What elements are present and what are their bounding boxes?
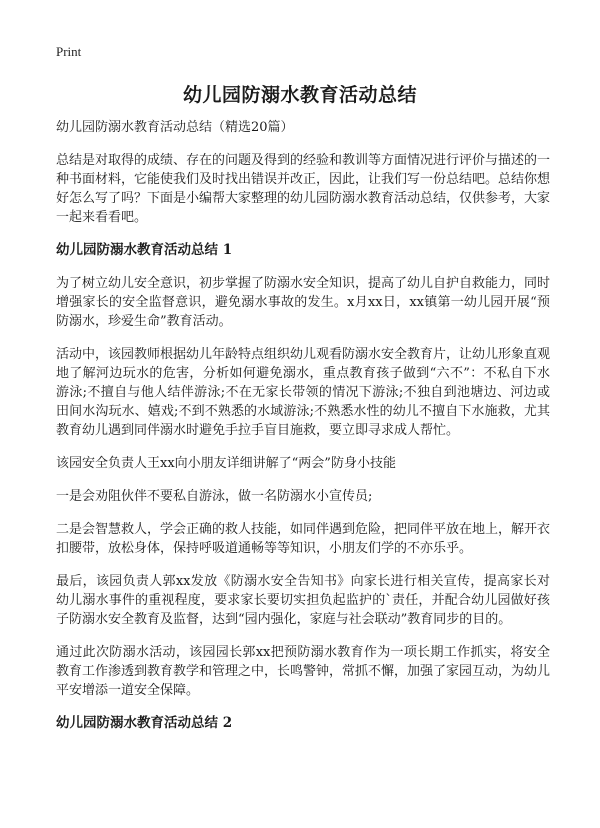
document-subtitle: 幼儿园防溺水教育活动总结（精选20篇） [56,120,294,135]
print-link[interactable]: Print [56,44,82,59]
page-title: 幼儿园防溺水教育活动总结 [182,84,417,106]
section-heading-2: 幼儿园防溺水教育活动总结 2 [56,715,233,731]
paragraph-5: 二是会智慧救人，学会正确的救人技能，如同伴遇到危险，把同伴平放在地上，解开衣扣腰带，放松身体，保持呼吸道通畅等等知识，小朋友们学的不亦乐乎。 [56,522,551,556]
section-heading-1: 幼儿园防溺水教育活动总结 1 [56,242,233,258]
paragraph-1: 为了树立幼儿安全意识，初步掌握了防溺水安全知识，提高了幼儿自护自救能力，同时增强家长的安全监督意识，避免溺水事故的发生。x月xx日，xx镇第一幼儿园开展“预防溺水，珍爱生命”教育活动。 [56,276,551,329]
intro-paragraph: 总结是对取得的成绩、存在的问题及得到的经验和教训等方面情况进行评价与描述的一种书面材料，它能使我们及时找出错误并改正，因此，让我们写一份总结吧。总结你想好怎么写了吗？下面是小编帮大家整理的幼儿园防溺水教育活动总结，仅供参考，大家一起来看看吧。 [56,153,551,225]
paragraph-4: 一是会劝阻伙伴不要私自游泳，做一名防溺水小宣传员; [56,489,373,504]
paragraph-7: 通过此次防溺水活动，该园园长郭xx把预防溺水教育作为一项长期工作抓实，将安全教育工作渗透到教育教学和管理之中，长鸣警钟，常抓不懈，加强了家园互动，为幼儿平安增添一道安全保障。 [56,645,551,698]
paragraph-6: 最后，该园负责人郭xx发放《防溺水安全告知书》向家长进行相关宣传，提高家长对幼儿溺水事件的重视程度，要求家长要切实担负起监护的`责任，并配合幼儿园做好孩子防溺水安全教育及监督，达到“园内强化，家庭与社会联动”教育同步的目的。 [56,574,550,627]
document-body [56,118,550,747]
paragraph-2: 活动中，该园教师根据幼儿年龄特点组织幼儿观看防溺水安全教育片，让幼儿形象直观地了解河边玩水的危害，分析如何避免溺水，重点教育孩子做到“六不”：不私自下水游泳;不擅自与他人结伴游泳;不在无家长带领的情况下游泳;不独自到池塘边、河边或田间水沟玩水、嬉戏;不到不熟悉的水域游泳;不熟悉水性的幼儿不擅自下水施救，尤其教育幼儿遇到同伴溺水时避免手拉手盲目施救，要立即寻求成人帮忙。 [56,347,551,438]
paragraph-3: 该园安全负责人王xx向小朋友详细讲解了“两会”防身小技能 [56,456,396,471]
